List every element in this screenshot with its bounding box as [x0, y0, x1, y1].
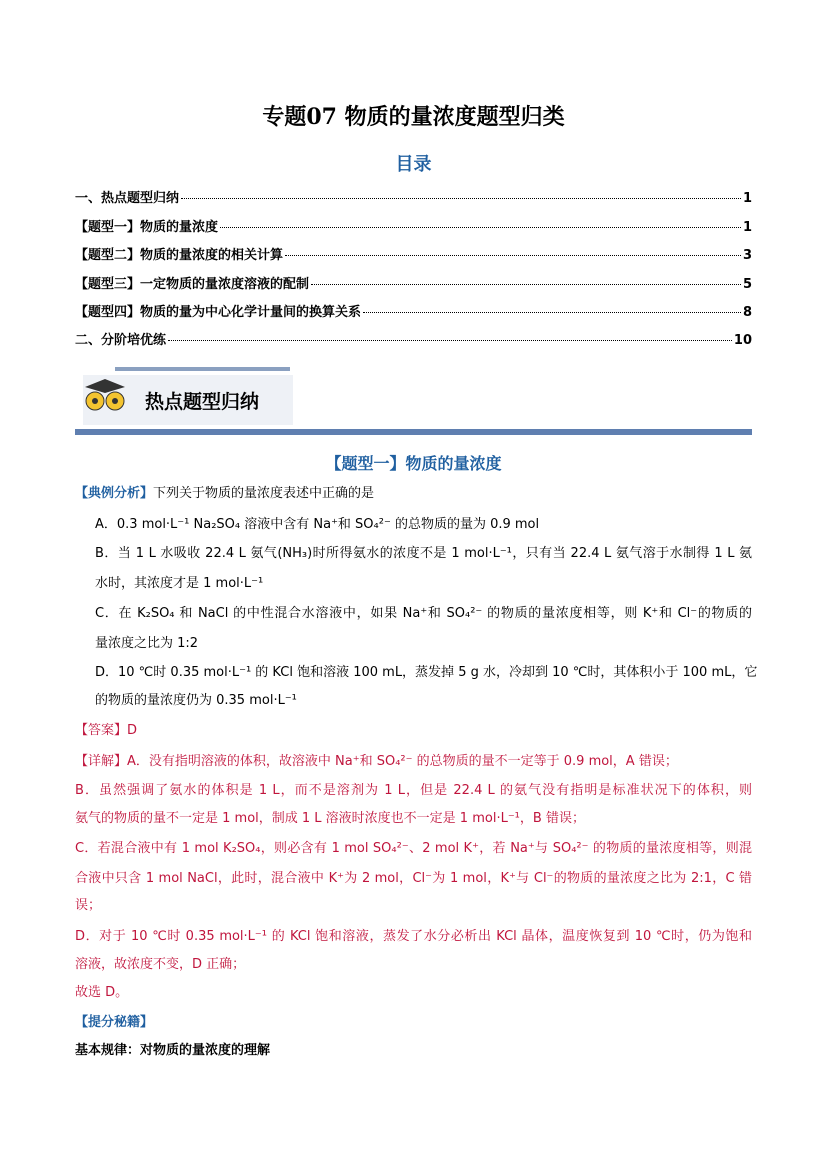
- toc-leader: [181, 197, 741, 199]
- detail-line: 合液中只含 1 mol NaCl，此时，混合液中 K⁺为 2 mol，Cl⁻为 1 mol，K⁺与 Cl⁻的物质的量浓度之比为 2:1，C 错: [75, 871, 752, 886]
- toc-leader: [285, 254, 741, 256]
- option-b-line2: 水时，其浓度才是 1 mol·L⁻¹: [95, 576, 264, 591]
- detail-tag: 【详解】: [75, 754, 128, 769]
- answer: [75, 722, 752, 740]
- toc-leader: [220, 226, 741, 228]
- option-b-line1: B．当 1 L 水吸收 22.4 L 氨气(NH₃)时所得氨水的浓度不是 1 mol·L⁻¹，只有当 22.4 L 氨气溶于水制得 1 L 氨: [95, 546, 752, 561]
- toc-item-page: 3: [742, 248, 752, 263]
- section-banner: [75, 365, 752, 437]
- toc-item-label: 【题型一】物质的量浓度: [75, 220, 219, 235]
- toc-item-label: 【题型二】物质的量浓度的相关计算: [75, 248, 284, 263]
- answer-value: D: [127, 723, 138, 738]
- detail-line: 误；: [75, 898, 102, 913]
- option-a: A．0.3 mol·L⁻¹ Na₂SO₄ 溶液中含有 Na⁺和 SO₄²⁻ 的总物质的量为 0.9 mol: [95, 517, 540, 532]
- option-d-line2: 的物质的量浓度仍为 0.35 mol·L⁻¹: [95, 693, 297, 708]
- detail-line: [75, 753, 752, 771]
- banner-label: 热点题型归纳: [145, 391, 260, 413]
- toc-leader: [168, 339, 732, 341]
- detail-line: 氨气的物质的量不一定是 1 mol，制成 1 L 溶液时浓度也不一定是 1 mol·L⁻¹，B 错误；: [75, 811, 585, 826]
- toc-item[interactable]: [75, 329, 752, 348]
- toc-item-label: 二、分阶培优练: [75, 333, 167, 348]
- toc-item-page: 10: [733, 333, 752, 348]
- example-question: [75, 485, 752, 503]
- toc-item-label: 一、热点题型归纳: [75, 191, 180, 206]
- page-title: 专题07 物质的量浓度题型归类: [262, 104, 565, 130]
- toc-item-label: 【题型四】物质的量为中心化学计量间的换算关系: [75, 305, 362, 320]
- detail-line: D．对于 10 ℃时 0.35 mol·L⁻¹ 的 KCl 饱和溶液，蒸发了水分必析出 KCl 晶体，温度恢复到 10 ℃时，仍为饱和: [75, 929, 752, 944]
- answer-tag: 【答案】: [75, 723, 128, 738]
- toc-item-page: 5: [742, 277, 752, 292]
- toc-item-page: 1: [742, 191, 752, 206]
- option-d-line1: D．10 ℃时 0.35 mol·L⁻¹ 的 KCl 饱和溶液 100 mL，蒸发掉 5 g 水，冷却到 10 ℃时，其体积小于 100 mL，它: [95, 665, 758, 680]
- example-tag: 【典例分析】: [75, 486, 154, 501]
- toc-heading: 目录: [395, 154, 432, 175]
- toc-leader: [311, 283, 741, 285]
- toc-item[interactable]: [75, 216, 752, 235]
- toc-item[interactable]: [75, 244, 752, 263]
- detail-line: B．虽然强调了氨水的体积是 1 L，而不是溶剂为 1 L，但是 22.4 L 的氨气没有指明是标准状况下的体积，则: [75, 783, 752, 798]
- section-heading: 【题型一】物质的量浓度: [325, 454, 502, 473]
- detail-line: C．若混合液中有 1 mol K₂SO₄，则必含有 1 mol SO₄²⁻、2 mol K⁺，若 Na⁺与 SO₄²⁻ 的物质的量浓度相等，则混: [75, 841, 752, 856]
- toc-leader: [363, 311, 741, 313]
- toc-item-page: 1: [742, 220, 752, 235]
- detail-line: 故选 D。: [75, 985, 129, 1000]
- option-c-line1: C．在 K₂SO₄ 和 NaCl 的中性混合水溶液中，如果 Na⁺和 SO₄²⁻ 的物质的量浓度相等，则 K⁺和 Cl⁻的物质的: [95, 606, 752, 621]
- toc-item[interactable]: [75, 187, 752, 206]
- detail-line: 溶液，故浓度不变，D 正确；: [75, 957, 246, 972]
- tips-tag: 【提分秘籍】: [75, 1015, 154, 1030]
- option-c-line2: 量浓度之比为 1:2: [95, 636, 199, 651]
- toc-item-label: 【题型三】一定物质的量浓度溶液的配制: [75, 277, 310, 292]
- toc-item-page: 8: [742, 305, 752, 320]
- detail-text: A．没有指明溶液的体积，故溶液中 Na⁺和 SO₄²⁻ 的总物质的量不一定等于 0.9 mol，A 错误；: [127, 754, 678, 769]
- question-text: 下列关于物质的量浓度表述中正确的是: [153, 486, 375, 501]
- toc-item[interactable]: [75, 273, 752, 292]
- tips-rule: 基本规律：对物质的量浓度的理解: [75, 1043, 271, 1058]
- toc-item[interactable]: [75, 301, 752, 320]
